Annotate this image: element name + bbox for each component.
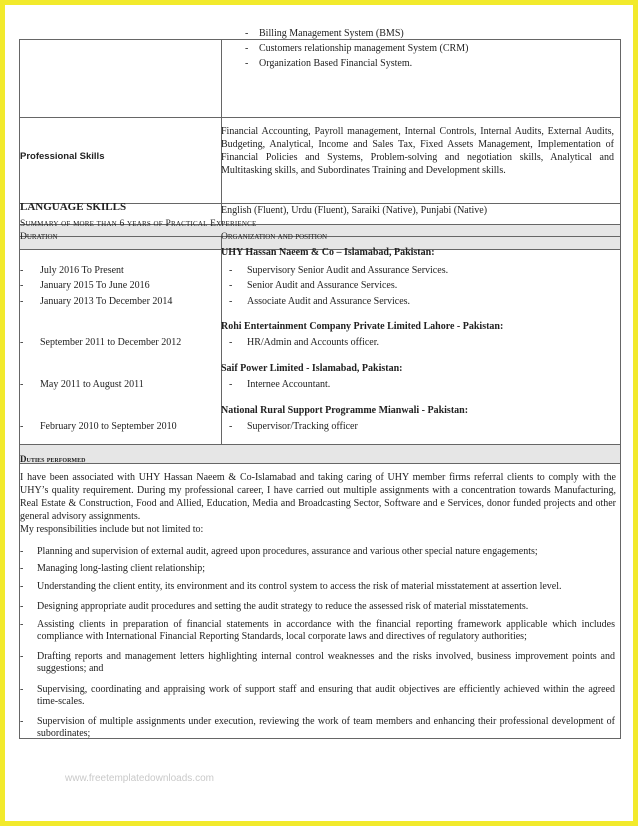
- bullet-dash: -: [20, 546, 24, 557]
- duty-item: Supervising, coordinating and appraising work of support staff and ensuring that audit objectives are efficiently achieved within the agreed time-scales.: [37, 684, 615, 707]
- org-name: Saif Power Limited - Islamabad, Pakistan:: [221, 363, 403, 374]
- bullet-dash: -: [245, 43, 249, 54]
- position-item: Supervisor/Tracking officer: [247, 421, 358, 432]
- duties-lead: My responsibilities include but not limited to:: [20, 524, 204, 535]
- position-item: Supervisory Senior Audit and Assurance Services.: [247, 265, 449, 276]
- bullet-dash: -: [20, 280, 24, 291]
- systems-left-cell: [20, 40, 222, 118]
- bullet-dash: -: [20, 421, 24, 432]
- duty-item: Supervision of multiple assignments under execution, reviewing the work of team members and enhancing their professional development of subordinates;: [37, 716, 615, 739]
- org-name: UHY Hassan Naeem & Co – Islamabad, Pakistan:: [221, 247, 435, 258]
- system-item: Customers relationship management System (CRM): [259, 43, 469, 54]
- duration-item: September 2011 to December 2012: [40, 337, 182, 348]
- duty-item: Understanding the client entity, its environment and its control system to access the risk of material misstatement at assertion level.: [37, 581, 562, 592]
- experience-summary: Summary of more than 6 years of Practical Experience: [20, 219, 257, 229]
- bullet-dash: -: [229, 296, 233, 307]
- bullet-dash: -: [20, 651, 24, 662]
- duration-item: July 2016 To Present: [40, 265, 124, 276]
- resume-page: [5, 5, 633, 821]
- bullet-dash: -: [20, 563, 24, 574]
- org-name: Rohi Entertainment Company Private Limited Lahore - Pakistan:: [221, 321, 504, 332]
- duty-item: Managing long-lasting client relationship;: [37, 563, 206, 574]
- bullet-dash: -: [20, 337, 24, 348]
- duties-intro: I have been associated with UHY Hassan Naeem & Co-Islamabad and taking caring of UHY member firms referral clients to comply with the UHY’s quality requirement. During my professional career, I have carried out multiple assignments with a concentration towards Manufacturing, Real Estate & Construction, Food and Allied, Education, Media and Broadcasting Sector, Software and e Services, donor funded projects and other general advisory assignments.: [20, 472, 616, 522]
- bullet-dash: -: [20, 619, 24, 630]
- position-item: Senior Audit and Assurance Services.: [247, 280, 398, 291]
- duty-item: Assisting clients in preparation of financial statements in accordance with the financial reporting framework applicable which includes compliance with International Financial Reporting Standards, local corporate laws and directives of regulatory authorities;: [37, 619, 615, 642]
- bullet-dash: -: [20, 581, 24, 592]
- professional-skills-text: Financial Accounting, Payroll management, Internal Controls, Internal Audits, External Audits, Budgeting, Analytical, Income and Sales Tax, Fixed Assets Management, Implementation of Financial Policies and Systems, Problem-solving and negotiation skills, Analytical and Multitasking skills, and Subordinates Training and Development skills.: [221, 126, 614, 176]
- duty-item: Planning and supervision of external audit, agreed upon procedures, assurance and various other special nature engagements;: [37, 546, 538, 557]
- system-item: Billing Management System (BMS): [259, 28, 404, 39]
- duration-item: January 2015 To June 2016: [40, 280, 150, 291]
- position-item: HR/Admin and Accounts officer.: [247, 337, 380, 348]
- bullet-dash: -: [20, 716, 24, 727]
- bullet-dash: -: [245, 58, 249, 69]
- duration-item: May 2011 to August 2011: [40, 379, 144, 390]
- position-item: Associate Audit and Assurance Services.: [247, 296, 411, 307]
- duty-item: Drafting reports and management letters highlighting internal control weaknesses and the risks involved, business improvement points and suggestions; and: [37, 651, 615, 674]
- duty-item: Designing appropriate audit procedures and setting the audit strategy to reduce the assessed risk of material misstatements.: [37, 601, 529, 612]
- position-item: Internee Accountant.: [247, 379, 331, 390]
- duration-header: Duration: [20, 232, 58, 242]
- organization-header: Organization and position: [221, 232, 328, 242]
- bullet-dash: -: [20, 265, 24, 276]
- watermark: www.freetemplatedownloads.com: [65, 773, 214, 784]
- bullet-dash: -: [229, 265, 233, 276]
- system-item: Organization Based Financial System.: [259, 58, 413, 69]
- bullet-dash: -: [229, 337, 233, 348]
- duration-item: February 2010 to September 2010: [40, 421, 177, 432]
- org-name: National Rural Support Programme Mianwali - Pakistan:: [221, 405, 469, 416]
- bullet-dash: -: [20, 684, 24, 695]
- duration-item: January 2013 To December 2014: [40, 296, 173, 307]
- bullet-dash: -: [229, 379, 233, 390]
- duties-header-row: [20, 445, 621, 464]
- bullet-dash: -: [229, 280, 233, 291]
- language-skills-label: LANGUAGE SKILLS: [20, 201, 127, 213]
- bullet-dash: -: [229, 421, 233, 432]
- bullet-dash: -: [20, 296, 24, 307]
- language-skills-text: English (Fluent), Urdu (Fluent), Saraiki (Native), Punjabi (Native): [221, 205, 488, 216]
- duties-heading: Duties performed: [20, 454, 86, 464]
- professional-skills-label: Professional Skills: [20, 151, 105, 162]
- bullet-dash: -: [245, 28, 249, 39]
- bullet-dash: -: [20, 601, 24, 612]
- bullet-dash: -: [20, 379, 24, 390]
